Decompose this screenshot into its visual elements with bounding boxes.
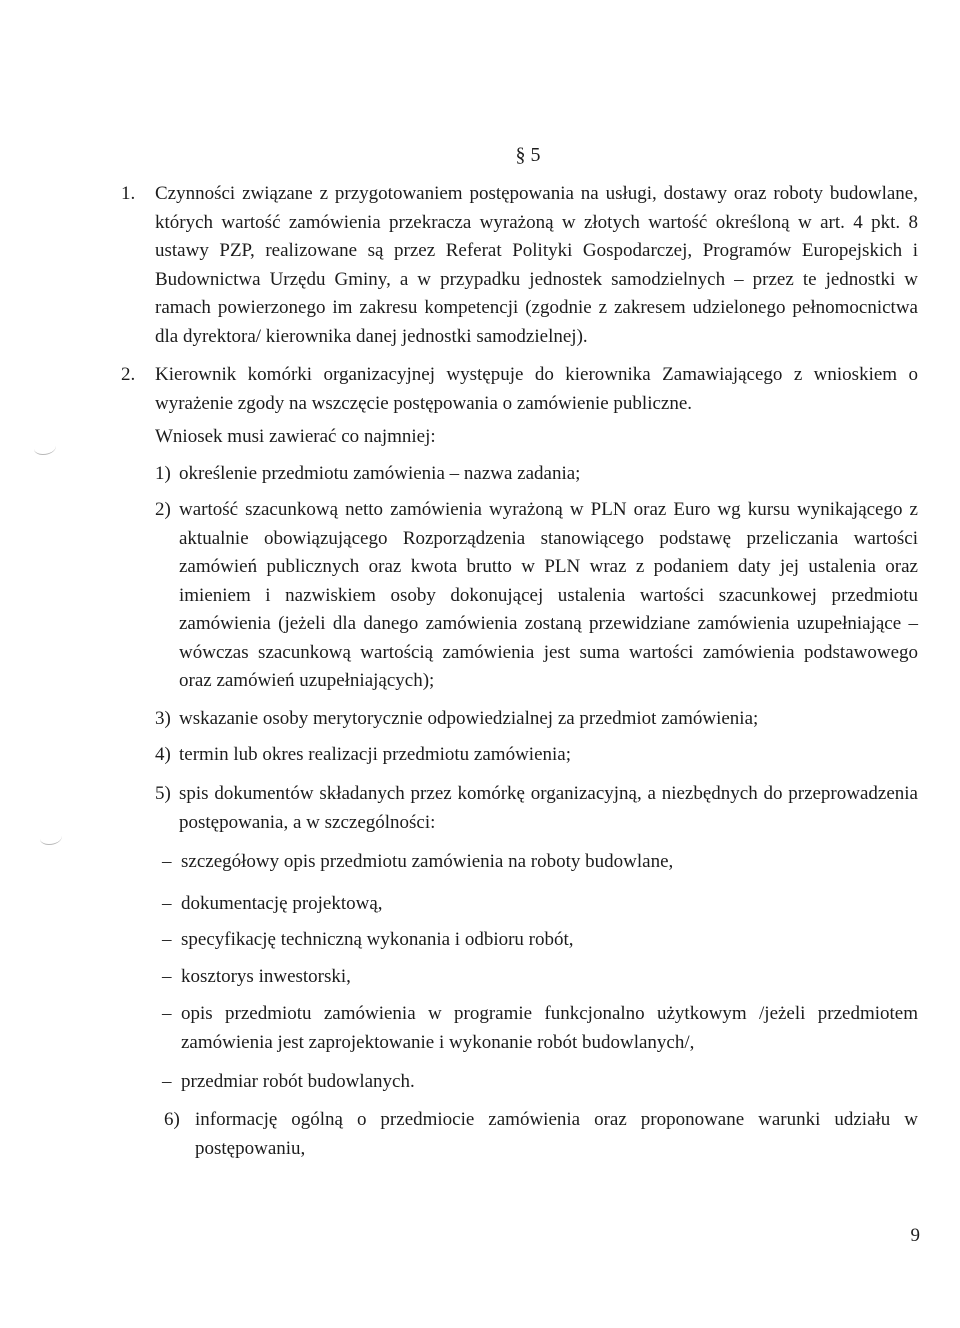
- item-1-text: Czynności związane z przygotowaniem postępowania na usługi, dostawy oraz roboty budowlane, których wartość zamówienia przekracza wyrażoną w złotych wartość określoną w art. 4 pkt. 8 ustawy PZP, realizowane są przez Referat Polityki Gospodarczej, Programów Europejskich i Budownictwa Urzędu Gminy, a w przypadku jednostek samodzielnych – przez te jednostki w ramach powierzonego im zakresu kompetencji (zgodnie z zakresem udzielonego pełnomocnictwa dla dyrektora/ kierownika danej jednostki samodzielnej).: [155, 183, 918, 347]
- doc-item: szczegółowy opis przedmiotu zamówienia na roboty budowlane,: [181, 851, 674, 872]
- subitem-text: wartość szacunkową netto zamówienia wyrażoną w PLN oraz Euro wg kursu wynikającego z aktualnie obowiązującego Rozporządzenia stanowiącego podstawę przeliczania wartości zamówień publicznych oraz kwota brutto w PLN wraz z podaniem daty jej ustalenia oraz imieniem i nazwiskiem osoby dokonującej ustalenia wartości szacunkowej przedmiotu zamówienia (jeżeli dla danego zamówienia zostaną przewidziane zamówienia uzupełniające – wówczas szacunkową wartością zamówienia jest suma wartości zamówienia podstawowego oraz zamówień uzupełniających);: [179, 499, 918, 691]
- doc-item: kosztorys inwestorski,: [181, 966, 351, 987]
- dash-bullet: –: [162, 851, 172, 872]
- scan-artifact: [34, 440, 56, 455]
- doc-item: opis przedmiotu zamówienia w programie funkcjonalno użytkowym /jeżeli przedmiotem zamówienia jest zaprojektowanie i wykonanie robót budowlanych/,: [181, 1003, 918, 1053]
- subitem-number: 3): [155, 708, 171, 729]
- dash-bullet: –: [162, 1003, 172, 1024]
- subitem-text: spis dokumentów składanych przez komórkę organizacyjną, a niezbędnych do przeprowadzenia postępowania, a w szczególności:: [179, 783, 918, 833]
- subitem-number: 5): [155, 783, 171, 804]
- subitem-number: 2): [155, 499, 171, 520]
- dash-bullet: –: [162, 893, 172, 914]
- dash-bullet: –: [162, 929, 172, 950]
- dash-bullet: –: [162, 1071, 172, 1092]
- doc-item: dokumentację projektową,: [181, 893, 383, 914]
- item-number: 2.: [121, 364, 136, 385]
- subitem-number: 4): [155, 744, 171, 765]
- subitem-text: termin lub okres realizacji przedmiotu zamówienia;: [179, 744, 571, 765]
- subitem-text: określenie przedmiotu zamówienia – nazwa zadania;: [179, 463, 581, 484]
- page-number: 9: [910, 1225, 920, 1246]
- subitem-text: informację ogólną o przedmiocie zamówienia oraz proponowane warunki udziału w postępowaniu,: [195, 1109, 918, 1159]
- subitem-number: 6): [164, 1109, 180, 1130]
- section-heading: § 5: [515, 144, 541, 166]
- subitem-number: 1): [155, 463, 171, 484]
- doc-item: przedmiar robót budowlanych.: [181, 1071, 415, 1092]
- doc-item: specyfikację techniczną wykonania i odbioru robót,: [181, 929, 574, 950]
- item-2-text: Kierownik komórki organizacyjnej występuje do kierownika Zamawiającego z wnioskiem o wyrażenie zgody na wszczęcie postępowania o zamówienie publiczne.: [155, 364, 918, 414]
- subitem-text: wskazanie osoby merytorycznie odpowiedzialnej za przedmiot zamówienia;: [179, 708, 759, 729]
- item-number: 1.: [121, 183, 136, 204]
- dash-bullet: –: [162, 966, 172, 987]
- request-intro: Wniosek musi zawierać co najmniej:: [155, 426, 436, 447]
- scan-artifact: [40, 830, 62, 845]
